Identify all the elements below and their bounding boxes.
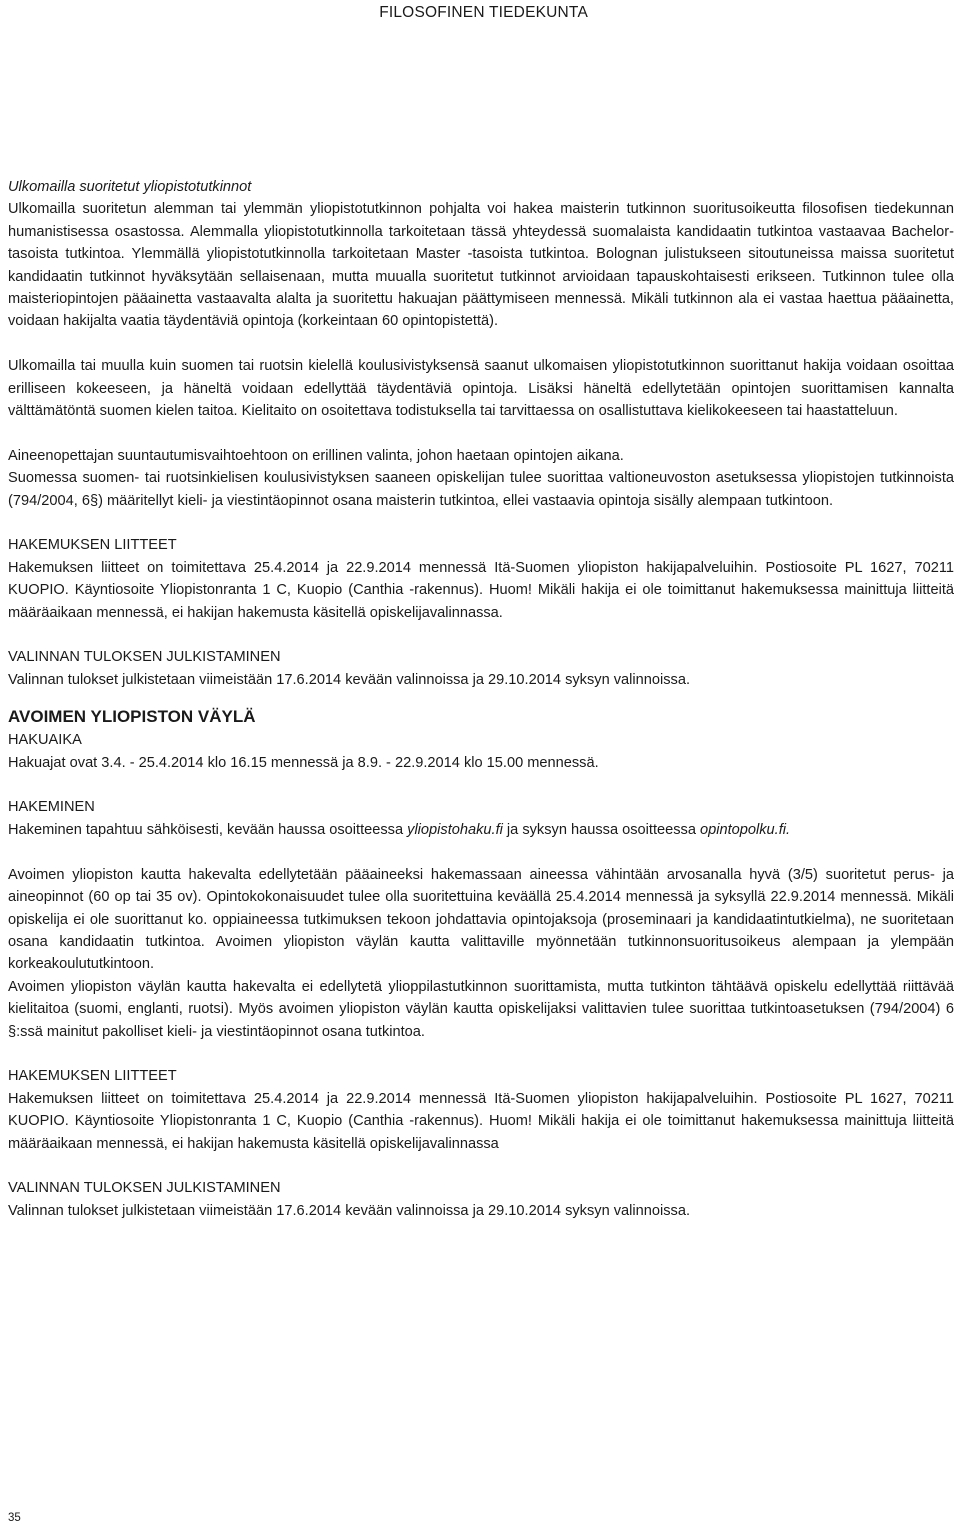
section-attachments-1 (8, 534, 954, 624)
page-header-faculty: FILOSOFINEN TIEDEKUNTA (379, 4, 588, 21)
page-number: 35 (8, 1512, 21, 1524)
paragraph-results-1: Valinnan tulokset julkistetaan viimeistään 17.6.2014 kevään valinnoissa ja 29.10.2014 syksyn valinnoissa. (8, 671, 691, 688)
paragraph-teacher-track: Aineenopettajan suuntautumisvaihtoehtoon on erillinen valinta, johon haetaan opintojen aikana. (8, 447, 624, 464)
paragraph-open-university-language: Avoimen yliopiston väylän kautta hakevalta ei edellytetä ylioppilastutkinnon suorittamista, mutta tutkinton tähtäävä opiskelu edellyttää riittävää kielitaitoa (suomi, englanti, ruotsi). Myös avoimen yliopiston väylän kautta opiskelijaksi valittavien tulee suorittaa tutkintoasetuksen (794/2004) 6 §:ssä mainitut pakolliset kieli- ja viestintäopinnot osana tutkintoa. (8, 978, 954, 1040)
section-results-1 (8, 646, 954, 691)
section-heading-foreign-degrees: Ulkomailla suoritetut yliopistotutkinnot (8, 179, 252, 195)
section-title-open-university: AVOIMEN YLIOPISTON VÄYLÄ (8, 707, 256, 727)
section-heading-results-1: VALINNAN TULOKSEN JULKISTAMINEN (8, 649, 281, 666)
section-heading-results-2: VALINNAN TULOKSEN JULKISTAMINEN (8, 1180, 281, 1197)
section-results-2 (8, 1177, 954, 1222)
link-yliopistohaku[interactable]: yliopistohaku.fi (407, 821, 503, 838)
paragraph-language-requirements: Ulkomailla tai muulla kuin suomen tai ruotsin kielellä koulusivistyksensä saanut ulkomaisen yliopistotutkinnon suorittanut hakija voidaan osoittaa erilliseen kokeeseen, ja häneltä voidaan edellyttää täydentäviä opintoja. Lisäksi häneltä edellytetään opintojen suorittamisen kannalta välttämätöntä suomen kielen taitoa. Kielitaito on osoitettava todistuksella tai tarvittaessa on osallistuttava kielikokeeseen tai haastatteluun. (8, 358, 954, 420)
paragraph-results-2: Valinnan tulokset julkistetaan viimeistään 17.6.2014 kevään valinnoissa ja 29.10.2014 syksyn valinnoissa. (8, 1202, 691, 1219)
section-attachments-2 (8, 1065, 954, 1155)
applying-text-middle: ja syksyn haussa osoitteessa (502, 821, 700, 838)
section-applying (8, 796, 954, 841)
link-opintopolku[interactable]: opintopolku.fi. (700, 821, 791, 838)
document-body (8, 176, 954, 1222)
applying-text-before: Hakeminen tapahtuu sähköisesti, kevään haussa osoitteessa (8, 821, 408, 838)
paragraph-open-university-requirements: Avoimen yliopiston kautta hakevalta edellytetään pääaineeksi hakemassaan aineessa vähintään arvosanalla hyvä (3/5) suoritetut perus- ja aineopinnot (60 op tai 35 ov). Opintokokonaisuudet tulee olla suoritettuina keväällä 25.4.2014 mennessä ja syksyllä 22.9.2014 mennessä. Mikäli opiskelija ei ole suorittanut ko. oppiaineessa tutkimuksen tekoon johdattavia opintojaksoja (proseminaari ja kandidaatintutkielma), ne suoritetaan osana kandidaatin tutkintoa. Avoimen yliopiston väylän kautta valittaville myönnetään tutkinnonsuoritusoikeus alempaan ja ylempään korkeakoulututkintoon. (8, 866, 954, 973)
paragraph-attachments-2: Hakemuksen liitteet on toimitettava 25.4.2014 ja 22.9.2014 mennessä Itä-Suomen yliopiston hakijapalveluihin. Postiosoite PL 1627, 70211 KUOPIO. Käyntiosoite Yliopistonranta 1 C, Kuopio (Canthia -rakennus). Huom! Mikäli hakija ei ole toimittanut hakemuksessa mainittuja liitteitä määräaikaan mennessä, ei hakijan hakemusta käsitellä opiskelijavalinnassa (8, 1090, 954, 1152)
paragraph-application-period: Hakuajat ovat 3.4. - 25.4.2014 klo 16.15 mennessä ja 8.9. - 22.9.2014 klo 15.00 mennessä. (8, 754, 599, 771)
section-heading-application-period: HAKUAIKA (8, 732, 82, 749)
section-heading-applying: HAKEMINEN (8, 799, 95, 816)
paragraph-attachments-1: Hakemuksen liitteet on toimitettava 25.4.2014 ja 22.9.2014 mennessä Itä-Suomen yliopiston hakijapalveluihin. Postiosoite PL 1627, 70211 KUOPIO. Käyntiosoite Yliopistonranta 1 C, Kuopio (Canthia -rakennus). Huom! Mikäli hakija ei ole toimittanut hakemuksessa mainittuja liitteitä määräaikaan mennessä, ei hakijan hakemusta käsitellä opiskelijavalinnassa. (8, 559, 954, 621)
paragraph-language-studies: Suomessa suomen- tai ruotsinkielisen koulusivistyksen saaneen opiskelijan tulee suorittaa valtioneuvoston asetuksessa yliopistojen tutkinnoista (794/2004, 6§) määritellyt kieli- ja viestintäopinnot osana maisterin tutkintoa, ellei vastaavia opintoja sisälly alempaan tutkintoon. (8, 470, 954, 509)
section-heading-attachments-1: HAKEMUKSEN LIITTEET (8, 537, 177, 554)
paragraph-foreign-degrees-basis: Ulkomailla suoritetun alemman tai ylemmän yliopistotutkinnon pohjalta voi hakea maisterin tutkinnon suoritusoikeutta filosofisen tiedekunnan humanistisessa osastossa. Alemmalla yliopistotutkinnolla tarkoitetaan tässä yhteydessä suomalaista kandidaatin tutkintoa vastaavaa Bachelor-tasoista tutkintoa. Ylemmällä yliopistotutkinnolla tarkoitetaan Master -tasoista tutkintoa. Bolognan julistukseen sitoutuneissa maissa suoritetut kandidaatin tutkinnot hyväksytään sellaisenaan, mutta muualla suoritetut tutkinnot arvioidaan tapauskohtaisesti erikseen. Tutkinnon tulee olla maisteriopintojen pääainetta vastaavalta alalta ja suoritettu hakuajan päättymiseen mennessä. Mikäli tutkinnon ala ei vastaa haettua pääainetta, voidaan hakijalta vaatia täydentäviä opintoja (korkeintaan 60 opintopistettä). (8, 201, 954, 330)
section-open-university (8, 705, 954, 774)
section-heading-attachments-2: HAKEMUKSEN LIITTEET (8, 1068, 177, 1085)
paragraph-applying (8, 819, 954, 841)
section-foreign-degrees (8, 176, 954, 333)
